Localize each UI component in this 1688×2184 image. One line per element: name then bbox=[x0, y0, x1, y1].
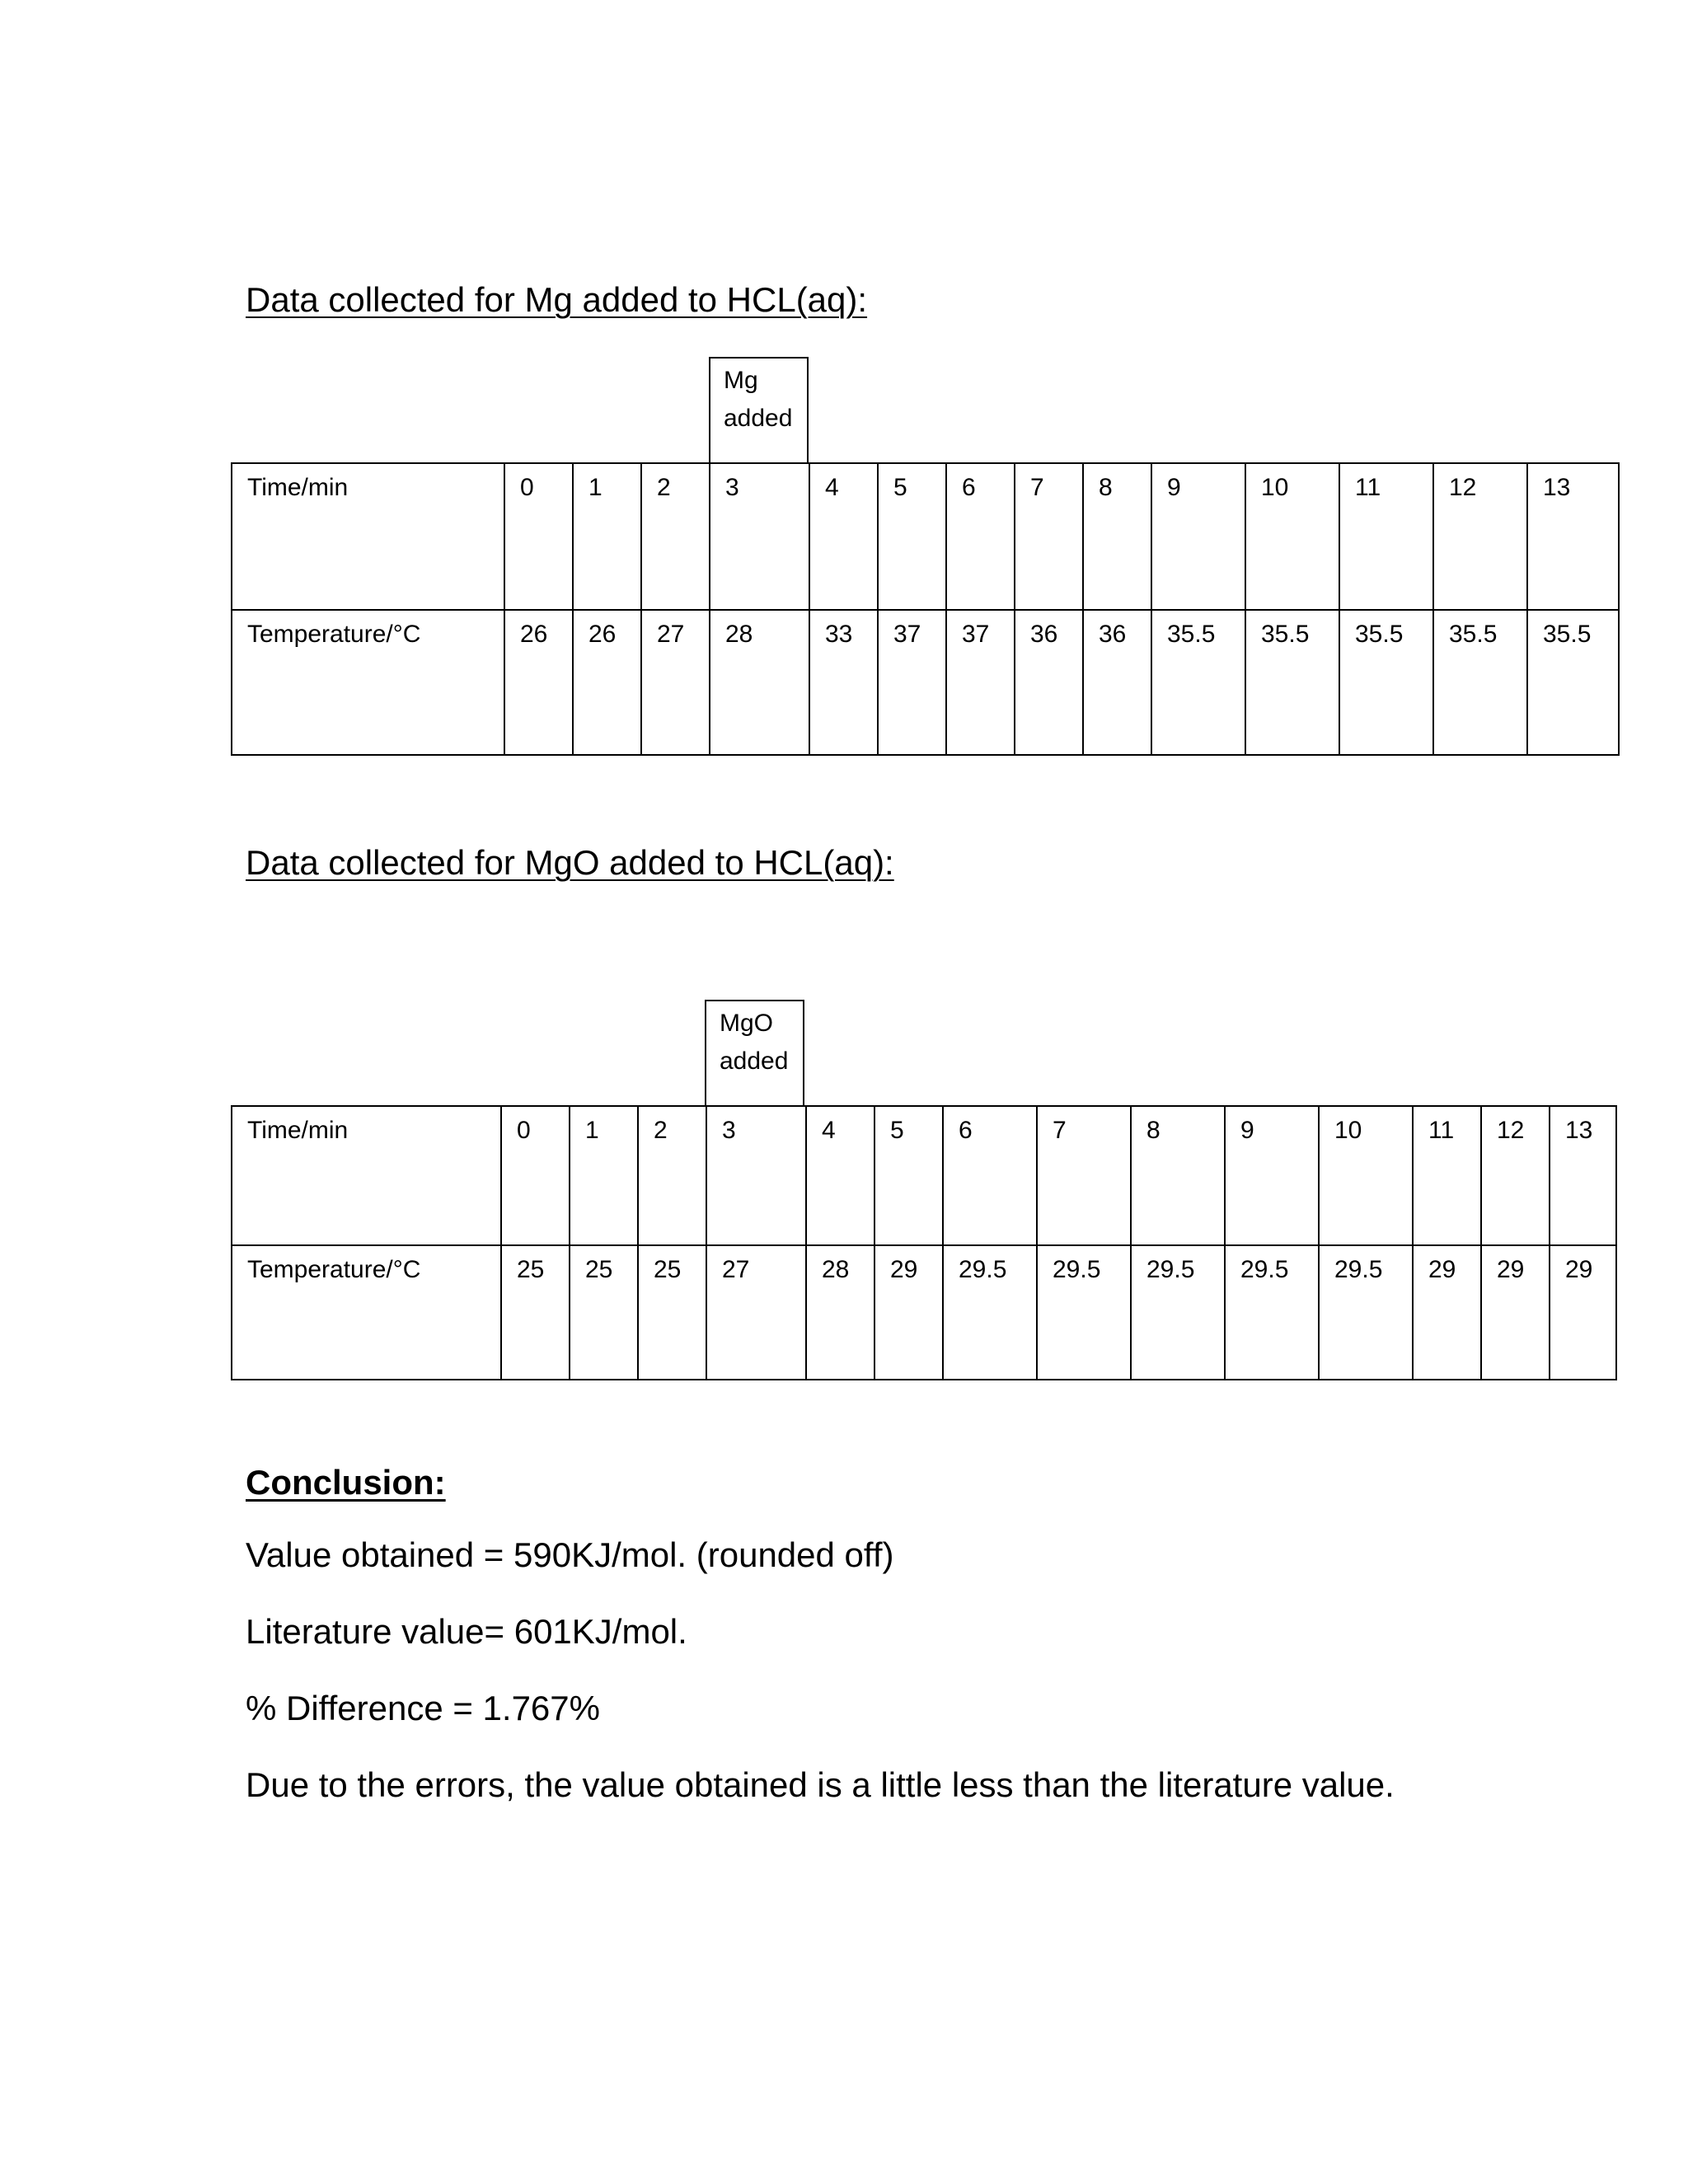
table-cell: 10 bbox=[1245, 463, 1339, 610]
table-cell: 29.5 bbox=[943, 1245, 1037, 1380]
table-cell: 35.5 bbox=[1151, 610, 1245, 755]
table-cell: 35.5 bbox=[1433, 610, 1527, 755]
table-cell: 35.5 bbox=[1527, 610, 1619, 755]
temperature-header: Temperature/°C bbox=[232, 1245, 501, 1380]
table-cell: 12 bbox=[1481, 1106, 1550, 1245]
table-cell: 9 bbox=[1151, 463, 1245, 610]
conclusion-statement: Due to the errors, the value obtained is a little less than the literature value. bbox=[246, 1765, 1395, 1804]
table-row bbox=[232, 1106, 1616, 1245]
table-cell: 29 bbox=[1413, 1245, 1481, 1380]
literature-value: Literature value= 601KJ/mol. bbox=[246, 1612, 687, 1651]
table-cell: 3 bbox=[710, 463, 809, 610]
table-cell: 25 bbox=[638, 1245, 706, 1380]
mgo-added-line1: MgO bbox=[720, 1010, 774, 1037]
table-cell: 29.5 bbox=[1319, 1245, 1413, 1380]
table2-heading: Data collected for MgO added to HCL(aq): bbox=[246, 843, 894, 882]
table-cell: 10 bbox=[1319, 1106, 1413, 1245]
table-cell: 0 bbox=[501, 1106, 570, 1245]
table-cell: 9 bbox=[1225, 1106, 1319, 1245]
mg-added-line2: added bbox=[724, 405, 793, 432]
table-cell: 27 bbox=[641, 610, 710, 755]
table-cell: 29.5 bbox=[1225, 1245, 1319, 1380]
value-obtained: Value obtained = 590KJ/mol. (rounded off) bbox=[246, 1535, 894, 1574]
table-cell: 37 bbox=[946, 610, 1015, 755]
table-cell: 3 bbox=[706, 1106, 806, 1245]
table-cell: 7 bbox=[1037, 1106, 1131, 1245]
table-cell: 4 bbox=[806, 1106, 874, 1245]
table-cell: 2 bbox=[638, 1106, 706, 1245]
table-cell: 7 bbox=[1015, 463, 1083, 610]
table-cell: 29 bbox=[1481, 1245, 1550, 1380]
table-cell: 25 bbox=[501, 1245, 570, 1380]
table-cell: 28 bbox=[710, 610, 809, 755]
mg-added-label bbox=[709, 357, 809, 462]
table-row bbox=[232, 1245, 1616, 1380]
table-cell: 36 bbox=[1015, 610, 1083, 755]
table-cell: 13 bbox=[1550, 1106, 1616, 1245]
table-cell: 29.5 bbox=[1037, 1245, 1131, 1380]
table-cell: 0 bbox=[504, 463, 573, 610]
table1-heading: Data collected for Mg added to HCL(aq): bbox=[246, 280, 868, 319]
table-cell: 13 bbox=[1527, 463, 1619, 610]
table-cell: 5 bbox=[874, 1106, 943, 1245]
conclusion-section bbox=[246, 1463, 1395, 1842]
table-cell: 11 bbox=[1413, 1106, 1481, 1245]
table-cell: 27 bbox=[706, 1245, 806, 1380]
table-cell: 1 bbox=[573, 463, 641, 610]
table-row bbox=[232, 610, 1619, 755]
table-cell: 26 bbox=[504, 610, 573, 755]
mgo-added-label bbox=[705, 1000, 804, 1105]
table-cell: 5 bbox=[878, 463, 946, 610]
table-cell: 2 bbox=[641, 463, 710, 610]
table-cell: 29 bbox=[874, 1245, 943, 1380]
table-cell: 8 bbox=[1131, 1106, 1225, 1245]
temperature-header: Temperature/°C bbox=[232, 610, 504, 755]
table-cell: 28 bbox=[806, 1245, 874, 1380]
table-cell: 6 bbox=[946, 463, 1015, 610]
mgo-added-line2: added bbox=[720, 1047, 789, 1075]
table-cell: 25 bbox=[570, 1245, 638, 1380]
table-cell: 29.5 bbox=[1131, 1245, 1225, 1380]
table-cell: 4 bbox=[809, 463, 878, 610]
time-header: Time/min bbox=[232, 1106, 501, 1245]
table-cell: 6 bbox=[943, 1106, 1037, 1245]
table-row bbox=[232, 463, 1619, 610]
table-cell: 36 bbox=[1083, 610, 1151, 755]
table-cell: 35.5 bbox=[1245, 610, 1339, 755]
conclusion-title: Conclusion: bbox=[246, 1463, 446, 1502]
time-header: Time/min bbox=[232, 463, 504, 610]
table-cell: 1 bbox=[570, 1106, 638, 1245]
table-cell: 8 bbox=[1083, 463, 1151, 610]
table-cell: 26 bbox=[573, 610, 641, 755]
mg-added-line1: Mg bbox=[724, 367, 758, 394]
mg-data-table bbox=[231, 462, 1620, 756]
table-cell: 11 bbox=[1339, 463, 1433, 610]
table-cell: 35.5 bbox=[1339, 610, 1433, 755]
percent-difference: % Difference = 1.767% bbox=[246, 1689, 600, 1727]
table-cell: 33 bbox=[809, 610, 878, 755]
mgo-data-table bbox=[231, 1105, 1617, 1380]
table-cell: 29 bbox=[1550, 1245, 1616, 1380]
table-cell: 37 bbox=[878, 610, 946, 755]
table-cell: 12 bbox=[1433, 463, 1527, 610]
